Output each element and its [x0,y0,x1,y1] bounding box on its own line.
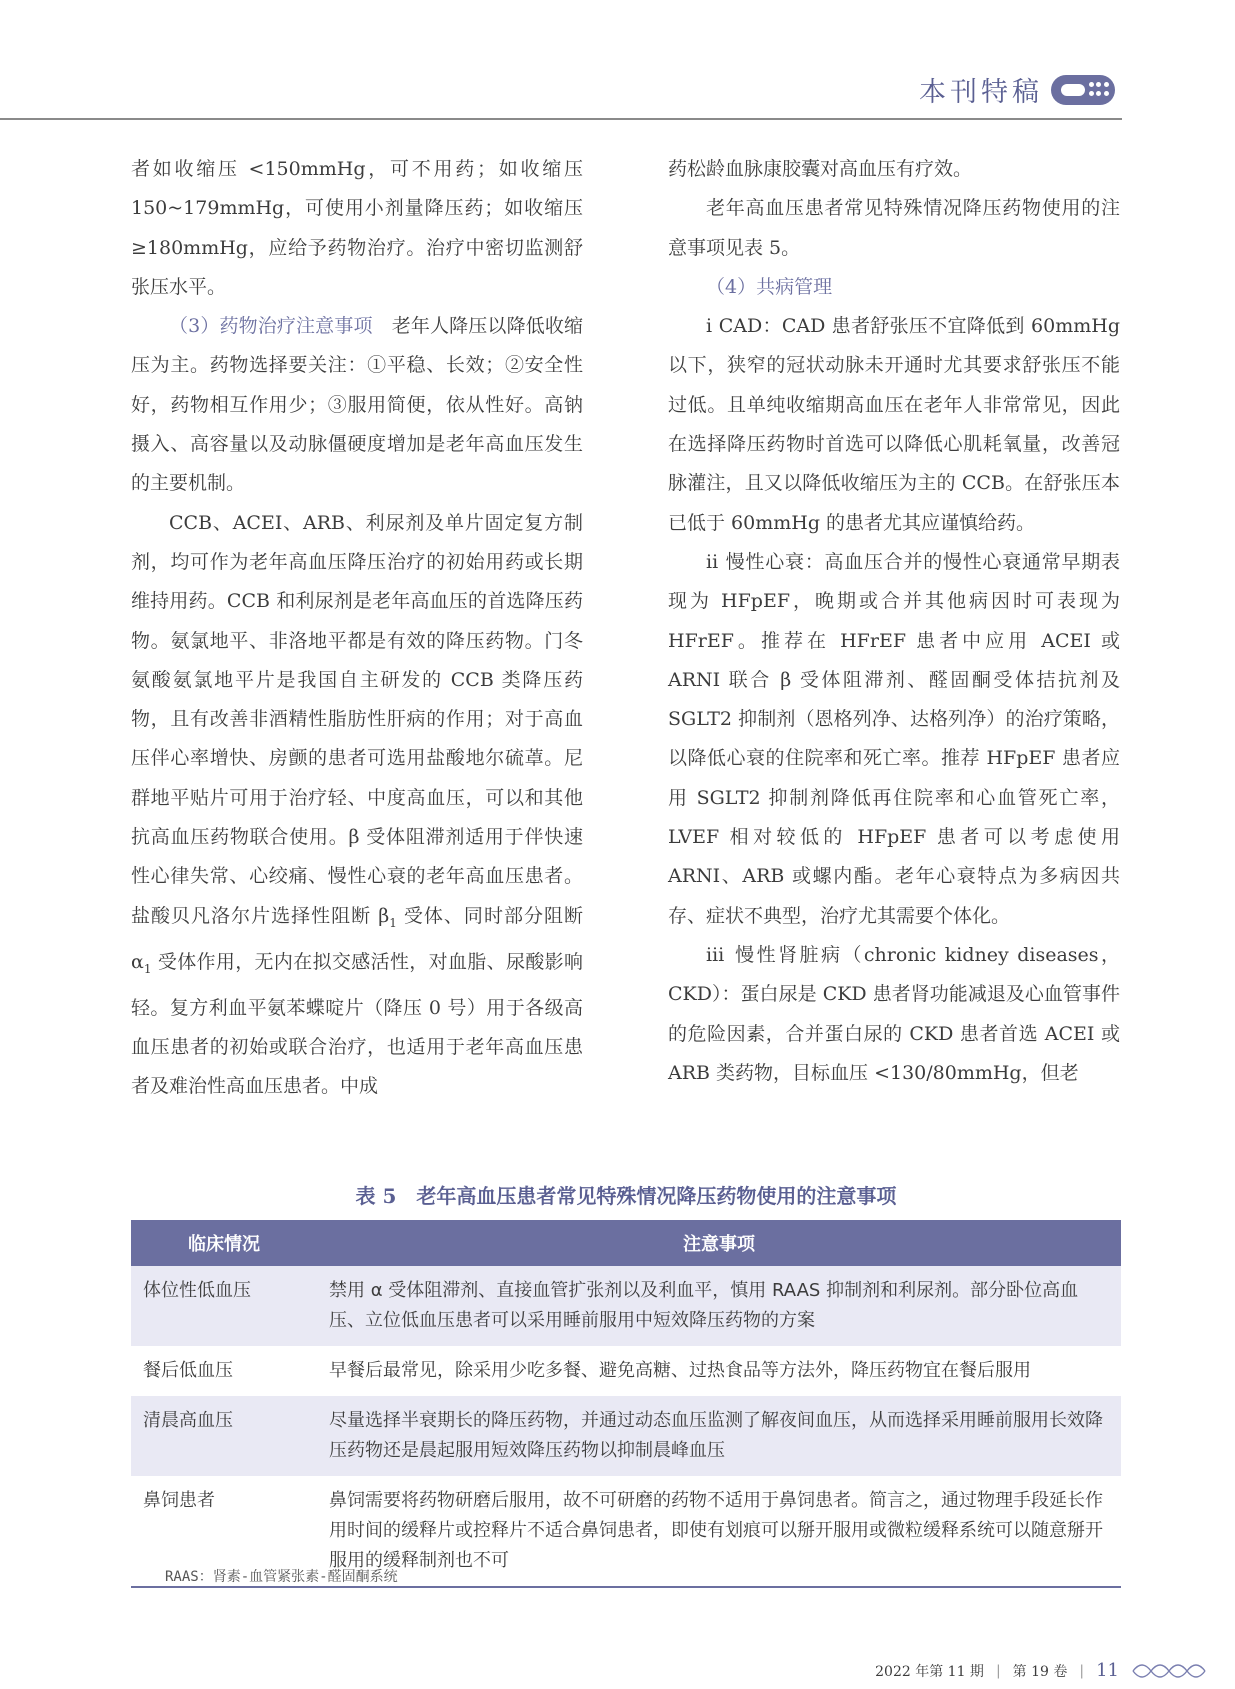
note-cell: 尽量选择半衰期长的降压药物，并通过动态血压监测了解夜间血压，从而选择采用睡前服用长效降压药物还是晨起服用短效降压药物以抑制晨峰血压 [317,1396,1121,1476]
paragraph: 药松龄血脉康胶囊对高血压有疗效。 [668,158,973,180]
paragraph: 老年高血压患者常见特殊情况降压药物使用的注意事项见表 5。 [668,197,1120,259]
paragraph-text: 受体作用，无内在拟交感活性，对血脂、尿酸影响轻。复方利血平氨苯蝶啶片（降压 0 号）用于各级高血压患者的初始或联合治疗，也适用于老年高血压患者及难治性高血压患者。中成 [131,950,583,1098]
note-cell: 禁用 α 受体阻滞剂、直接血管扩张剂以及利血平，慎用 RAAS 抑制剂和利尿剂。部分卧位高血压、立位低血压患者可以采用睡前服用中短效降压药物的方案 [317,1266,1121,1346]
footer-separator: | [995,1662,1001,1679]
sub-heading: （3）药物治疗注意事项 [169,315,373,338]
situation-cell: 清晨高血压 [131,1396,317,1476]
table-footnote: RAAS：肾素-血管紧张素-醛固酮系统 [165,1569,398,1585]
column-header-situation: 临床情况 [131,1220,317,1266]
footer-separator: | [1079,1662,1085,1679]
situation-cell: 餐后低血压 [143,1360,233,1381]
subscript: 1 [143,961,152,976]
note-cell: 鼻饲需要将药物研磨后服用，故不可研磨的药物不适用于鼻饲患者。简言之，通过物理手段延长作用时间的缓释片或控释片不适合鼻饲患者，即使有划痕可以掰开服用或微粒缓释系统可以随意掰开服用的缓释制剂也不可 [317,1476,1121,1587]
table-row [131,1346,1121,1396]
table-title: 表 5 老年高血压患者常见特殊情况降压药物使用的注意事项 [355,1184,897,1208]
situation-cell: 鼻饲患者 [131,1476,317,1587]
sub-heading: （4）共病管理 [706,275,833,298]
note-cell: 早餐后最常见，除采用少吃多餐、避免高糖、过热食品等方法外，降压药物宜在餐后服用 [329,1360,1031,1381]
table-row [131,1396,1121,1476]
situation-cell: 体位性低血压 [131,1266,317,1346]
paragraph-text: 老年人降压以降低收缩压为主。药物选择要关注：①平稳、长效；②安全性好，药物相互作用少；③服用简便，依从性好。高钠摄入、高容量以及动脉僵硬度增加是老年高血压发生的主要机制。 [131,315,583,495]
volume-label: 第 19 卷 [1012,1663,1068,1680]
paragraph-text: 受体、同时部分阻断 α [131,904,583,973]
right-column [668,150,1120,1093]
page-number: 11 [1096,1660,1119,1681]
paragraph [131,504,583,1107]
section-pill-icon [1051,75,1115,105]
left-column [131,150,583,1107]
paragraph: ⅱ 慢性心衰：高血压合并的慢性心衰通常早期表现为 HFpEF，晚期或合并其他病因时可表现为 HFrEF。推荐在 HFrEF 患者中应用 ACEI 或 ARNI 联合 β 受体阻滞剂、醛固酮受体拮抗剂及 SGLT2 抑制剂（恩格列净、达格列净）的治疗策略，以降低心衰的住院率和死亡率。推荐 HFpEF 患者应用 SGLT2 抑制剂降低再住院率和心血管死亡率，LVEF 相对较低的 HFpEF 患者可以考虑使用 ARNI、ARB 或螺内酯。老年心衰特点为多病因共存、症状不典型，治疗尤其需要个体化。 [668,550,1120,927]
section-tag [919,70,1115,109]
section-tag-label: 本刊特稿 [919,77,1043,108]
paragraph [131,307,583,503]
notes-table [131,1220,1121,1588]
wave-ornament-icon [1131,1662,1207,1680]
paragraph: 者如收缩压 <150mmHg，可不用药；如收缩压 150~179mmHg，可使用小剂量降压药；如收缩压≥180mmHg，应给予药物治疗。治疗中密切监测舒张压水平。 [131,158,583,298]
table-row [131,1266,1121,1346]
header-rule [0,118,1122,120]
column-header-note: 注意事项 [317,1220,1121,1266]
subscript: 1 [389,915,397,930]
paragraph-text: CCB、ACEI、ARB、利尿剂及单片固定复方制剂，均可作为老年高血压降压治疗的初始用药或长期维持用药。CCB 和利尿剂是老年高血压的首选降压药物。氨氯地平、非洛地平都是有效的降压药物。门冬氨酸氨氯地平片是我国自主研发的 CCB 类降压药物，且有改善非酒精性脂肪性肝病的作用；对于高血压伴心率增快、房颤的患者可选用盐酸地尔硫䓬。尼群地平贴片可用于治疗轻、中度高血压，可以和其他抗高血压药物联合使用。β 受体阻滞剂适用于伴快速性心律失常、心绞痛、慢性心衰的老年高血压患者。盐酸贝凡洛尔片选择性阻断 β [131,511,583,927]
page-footer [875,1660,1207,1681]
paragraph: ⅰ CAD：CAD 患者舒张压不宜降低到 60mmHg 以下，狭窄的冠状动脉未开通时尤其要求舒张压不能过低。且单纯收缩期高血压在老年人非常常见，因此在选择降压药物时首选可以降低心肌耗氧量，改善冠脉灌注，且又以降低收缩压为主的 CCB。在舒张压本已低于 60mmHg 的患者尤其应谨慎给药。 [668,315,1120,534]
issue-label: 2022 年第 11 期 [875,1663,984,1680]
table-header-row [131,1220,1121,1266]
paragraph: ⅲ 慢性肾脏病（chronic kidney diseases，CKD）：蛋白尿是 CKD 患者肾功能减退及心血管事件的危险因素，合并蛋白尿的 CKD 患者首选 ACEI 或 ARB 类药物，目标血压 <130/80mmHg，但老 [668,943,1120,1084]
